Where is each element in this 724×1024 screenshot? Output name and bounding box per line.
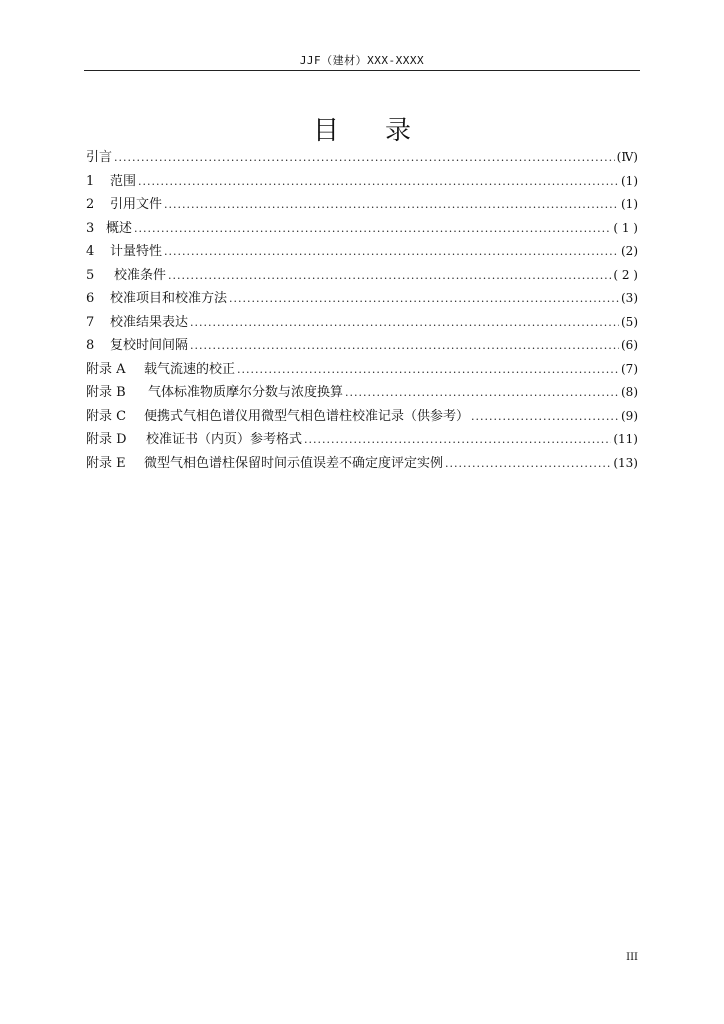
toc-entry-preface[interactable]	[86, 146, 638, 170]
toc-entry-number: 附录 E	[86, 455, 126, 471]
toc-entry-2[interactable]	[86, 193, 638, 217]
toc-entry-number: 5	[86, 267, 95, 283]
toc-entry-label: 引言	[86, 150, 113, 165]
toc-leader	[164, 245, 619, 258]
toc-leader	[134, 222, 611, 235]
table-of-contents	[86, 146, 638, 475]
toc-entry-page: (3)	[621, 291, 638, 305]
toc-entry-appendix-a[interactable]	[86, 358, 638, 382]
header-rule	[84, 70, 640, 71]
running-header: JJF（建材）XXX-XXXX	[299, 54, 425, 67]
toc-entry-number: 附录 B	[86, 385, 126, 400]
toc-entry-page: (13)	[613, 455, 638, 470]
toc-entry-label: 概述	[106, 220, 133, 236]
toc-leader	[168, 269, 611, 282]
toc-leader	[471, 410, 619, 423]
toc-entry-3[interactable]	[86, 217, 638, 241]
toc-entry-number: 8	[86, 338, 95, 353]
toc-entry-number: 附录 D	[86, 432, 127, 447]
toc-entry-appendix-c[interactable]	[86, 405, 638, 429]
toc-entry-4[interactable]	[86, 240, 638, 264]
toc-entry-page: (1)	[621, 173, 638, 188]
toc-entry-page: (7)	[621, 361, 638, 376]
toc-leader	[164, 198, 619, 211]
toc-entry-number: 4	[86, 244, 95, 259]
toc-entry-7[interactable]	[86, 311, 638, 335]
toc-leader	[138, 175, 619, 188]
toc-entry-label: 校准证书（内页）参考格式	[146, 432, 303, 447]
toc-entry-label: 气体标准物质摩尔分数与浓度换算	[148, 385, 344, 400]
toc-entry-page: (9)	[621, 408, 638, 423]
toc-entry-label: 计量特性	[110, 244, 163, 259]
toc-entry-page: (6)	[621, 338, 638, 352]
toc-entry-appendix-b[interactable]	[86, 381, 638, 405]
toc-entry-5[interactable]	[86, 264, 638, 288]
toc-entry-6[interactable]	[86, 287, 638, 311]
toc-leader	[237, 363, 619, 376]
toc-entry-appendix-e[interactable]	[86, 452, 638, 476]
toc-entry-number: 3	[86, 220, 95, 236]
toc-entry-page: (Ⅳ)	[616, 150, 638, 164]
toc-entry-1[interactable]	[86, 170, 638, 194]
toc-entry-8[interactable]	[86, 334, 638, 358]
toc-entry-page: (2)	[621, 244, 638, 258]
toc-entry-number: 6	[86, 291, 95, 306]
toc-leader	[445, 457, 611, 470]
toc-entry-page: (1)	[621, 197, 638, 211]
toc-entry-page: (5)	[621, 314, 638, 329]
toc-entry-label: 引用文件	[110, 197, 163, 212]
toc-entry-number: 附录 C	[86, 408, 127, 424]
toc-leader	[114, 151, 615, 164]
toc-entry-label: 校准项目和校准方法	[110, 291, 228, 306]
toc-leader	[345, 386, 619, 399]
toc-entry-page: (11)	[613, 432, 638, 446]
page-number: III	[626, 952, 638, 963]
toc-entry-label: 校准条件	[114, 267, 167, 283]
toc-entry-label: 载气流速的校正	[144, 361, 236, 377]
toc-entry-appendix-d[interactable]	[86, 428, 638, 452]
toc-entry-number: 7	[86, 314, 95, 330]
toc-leader	[190, 316, 619, 329]
toc-entry-number: 2	[86, 197, 95, 212]
toc-entry-label: 范围	[110, 173, 137, 189]
toc-leader	[229, 292, 619, 305]
toc-leader	[190, 339, 619, 352]
toc-entry-number: 附录 A	[86, 361, 126, 377]
page-title: 目录	[312, 116, 457, 146]
toc-entry-page: ( 1 )	[613, 220, 638, 235]
toc-entry-label: 微型气相色谱柱保留时间示值误差不确定度评定实例	[144, 455, 444, 471]
toc-entry-label: 便携式气相色谱仪用微型气相色谱柱校准记录（供参考）	[144, 408, 470, 424]
toc-entry-label: 复校时间间隔	[110, 338, 189, 353]
toc-entry-label: 校准结果表达	[110, 314, 189, 330]
toc-entry-page: ( 2 )	[613, 267, 638, 282]
toc-entry-number: 1	[86, 173, 95, 189]
toc-entry-page: (8)	[621, 385, 638, 399]
toc-leader	[304, 433, 611, 446]
